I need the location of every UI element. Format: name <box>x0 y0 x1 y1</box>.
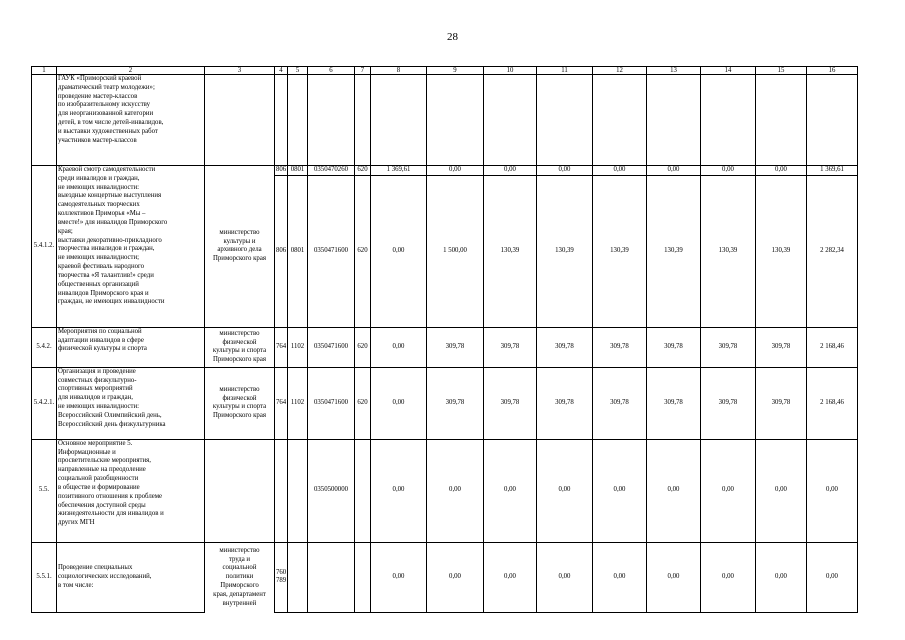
row-number: 5.4.1.2. <box>32 166 57 328</box>
responsible-org: министерство физической культуры и спорта Приморского края <box>205 367 275 439</box>
cell-target-code: 0350500000 <box>308 439 355 542</box>
value-cell: 1 369,61 <box>807 166 858 176</box>
cell-expense-type: 620 <box>355 175 371 327</box>
row-number: 5.4.2.1. <box>32 367 57 439</box>
value-cell: 0,00 <box>756 542 807 612</box>
measure-name: ГАУК «Приморский краевой драматический театр молодежи»; проведение мастер-классов по изобразительному искусству для неорганизованной категории детей, в том числе детей-инвалидов, и выставки художественных работ участников мастер-классов <box>57 75 205 166</box>
cell-target-code: 0350471600 <box>308 327 355 367</box>
header-row <box>32 67 858 75</box>
table-row <box>32 166 858 176</box>
cell-section: 1102 <box>288 327 308 367</box>
header-cell: 5 <box>288 67 308 75</box>
header-cell: 7 <box>355 67 371 75</box>
cell-grbs <box>275 439 288 542</box>
value-cell: 0,00 <box>427 542 484 612</box>
cell-target-code <box>308 542 355 612</box>
header-cell: 1 <box>32 67 57 75</box>
responsible-org: министерство труда и социальной политики Приморского края, департамент внутренней <box>205 542 275 612</box>
cell-grbs: 806 <box>275 166 288 176</box>
value-cell: 0,00 <box>701 166 756 176</box>
header-cell: 11 <box>537 67 593 75</box>
value-cell: 0,00 <box>647 166 701 176</box>
value-cell: 0,00 <box>427 439 484 542</box>
value-cell <box>371 75 427 166</box>
measure-name: Организация и проведение совместных физкультурно- спортивных мероприятий для инвалидов и граждан, не имеющих инвалидности: Всероссийский Олимпийский день, Всероссийский день физкультурника <box>57 367 205 439</box>
value-cell: 130,39 <box>484 175 537 327</box>
value-cell: 1 369,61 <box>371 166 427 176</box>
cell-target-code: 0350471600 <box>308 175 355 327</box>
value-cell <box>756 75 807 166</box>
cell-grbs: 760 789 <box>275 542 288 612</box>
value-cell: 309,78 <box>647 367 701 439</box>
table-row <box>32 327 858 367</box>
value-cell: 130,39 <box>756 175 807 327</box>
value-cell: 309,78 <box>756 327 807 367</box>
value-cell: 0,00 <box>371 367 427 439</box>
cell-expense-type <box>355 75 371 166</box>
header-cell: 10 <box>484 67 537 75</box>
cell-expense-type: 620 <box>355 166 371 176</box>
value-cell: 0,00 <box>756 439 807 542</box>
value-cell: 0,00 <box>371 175 427 327</box>
header-cell: 15 <box>756 67 807 75</box>
value-cell: 0,00 <box>427 166 484 176</box>
responsible-org <box>205 439 275 542</box>
value-cell: 130,39 <box>701 175 756 327</box>
header-cell: 12 <box>593 67 647 75</box>
value-cell: 309,78 <box>537 367 593 439</box>
value-cell: 0,00 <box>537 542 593 612</box>
responsible-org <box>205 75 275 166</box>
value-cell <box>807 75 858 166</box>
value-cell: 309,78 <box>701 367 756 439</box>
cell-section <box>288 542 308 612</box>
value-cell: 130,39 <box>593 175 647 327</box>
value-cell: 309,78 <box>484 327 537 367</box>
cell-expense-type: 620 <box>355 367 371 439</box>
value-cell: 2 168,46 <box>807 327 858 367</box>
header-cell: 2 <box>57 67 205 75</box>
value-cell: 309,78 <box>756 367 807 439</box>
budget-table <box>31 66 858 613</box>
row-number: 5.5. <box>32 439 57 542</box>
value-cell: 0,00 <box>807 542 858 612</box>
value-cell: 2 168,46 <box>807 367 858 439</box>
header-cell: 9 <box>427 67 484 75</box>
row-number: 5.4.2. <box>32 327 57 367</box>
cell-expense-type: 620 <box>355 327 371 367</box>
value-cell: 0,00 <box>807 439 858 542</box>
value-cell: 0,00 <box>701 439 756 542</box>
value-cell: 0,00 <box>593 166 647 176</box>
value-cell: 309,78 <box>701 327 756 367</box>
cell-target-code: 0350471600 <box>308 367 355 439</box>
header-cell: 16 <box>807 67 858 75</box>
header-cell: 13 <box>647 67 701 75</box>
value-cell: 0,00 <box>593 439 647 542</box>
value-cell <box>427 75 484 166</box>
value-cell: 309,78 <box>647 327 701 367</box>
value-cell: 309,78 <box>593 367 647 439</box>
cell-grbs <box>275 75 288 166</box>
value-cell: 0,00 <box>593 542 647 612</box>
value-cell: 130,39 <box>537 175 593 327</box>
header-cell: 3 <box>205 67 275 75</box>
value-cell: 0,00 <box>484 166 537 176</box>
cell-target-code: 0350470260 <box>308 166 355 176</box>
table-row <box>32 367 858 439</box>
header-cell: 14 <box>701 67 756 75</box>
value-cell: 130,39 <box>647 175 701 327</box>
value-cell: 0,00 <box>647 439 701 542</box>
value-cell <box>593 75 647 166</box>
value-cell: 309,78 <box>427 367 484 439</box>
value-cell: 2 282,34 <box>807 175 858 327</box>
value-cell: 0,00 <box>371 542 427 612</box>
value-cell <box>484 75 537 166</box>
value-cell: 309,78 <box>484 367 537 439</box>
cell-section: 0801 <box>288 166 308 176</box>
cell-expense-type <box>355 439 371 542</box>
page-number: 28 <box>447 31 458 43</box>
cell-target-code <box>308 75 355 166</box>
table-row <box>32 439 858 542</box>
cell-section: 1102 <box>288 367 308 439</box>
responsible-org: министерство физической культуры и спорта Приморского края <box>205 327 275 367</box>
value-cell: 0,00 <box>371 327 427 367</box>
row-number: 5.5.1. <box>32 542 57 612</box>
table-row <box>32 542 858 612</box>
value-cell: 0,00 <box>484 542 537 612</box>
cell-section <box>288 75 308 166</box>
table-row <box>32 75 858 166</box>
cell-expense-type <box>355 542 371 612</box>
value-cell: 0,00 <box>371 439 427 542</box>
row-number <box>32 75 57 166</box>
responsible-org: министерство культуры и архивного дела Приморского края <box>205 166 275 328</box>
value-cell <box>647 75 701 166</box>
value-cell: 1 500,00 <box>427 175 484 327</box>
cell-section <box>288 439 308 542</box>
header-cell: 4 <box>275 67 288 75</box>
cell-grbs: 764 <box>275 367 288 439</box>
value-cell: 0,00 <box>537 166 593 176</box>
measure-name: Основное мероприятие 5. Информационные и просветительские мероприятия, направленные на преодоление социальной разобщенности в обществе и формирование позитивного отношения к проблеме обеспечения доступной среды жизнедеятельности для инвалидов и других МГН <box>57 439 205 542</box>
measure-name: Проведение специальных социологических исследований, в том числе: <box>57 542 205 612</box>
value-cell: 309,78 <box>537 327 593 367</box>
value-cell: 0,00 <box>484 439 537 542</box>
measure-name: Краевой смотр самодеятельности среди инвалидов и граждан, не имеющих инвалидности: выездные концертные выступления самодеятельных творческих коллективов Приморья «Мы – вместе!» для инвалидов Приморского края; выставки декоративно-прикладного творчества инвалидов и граждан, не имеющих инвалидности; краевой фестиваль народного творчества «Я талантлив!» среди общественных организаций инвалидов Приморского края и граждан, не имеющих инвалидности <box>57 166 205 328</box>
value-cell: 0,00 <box>756 166 807 176</box>
header-cell: 8 <box>371 67 427 75</box>
measure-name: Мероприятия по социальной адаптации инвалидов в сфере физической культуры и спорта <box>57 327 205 367</box>
header-cell: 6 <box>308 67 355 75</box>
cell-grbs: 806 <box>275 175 288 327</box>
value-cell <box>701 75 756 166</box>
value-cell: 309,78 <box>427 327 484 367</box>
value-cell: 0,00 <box>701 542 756 612</box>
value-cell: 309,78 <box>593 327 647 367</box>
value-cell <box>537 75 593 166</box>
value-cell: 0,00 <box>537 439 593 542</box>
cell-section: 0801 <box>288 175 308 327</box>
value-cell: 0,00 <box>647 542 701 612</box>
cell-grbs: 764 <box>275 327 288 367</box>
